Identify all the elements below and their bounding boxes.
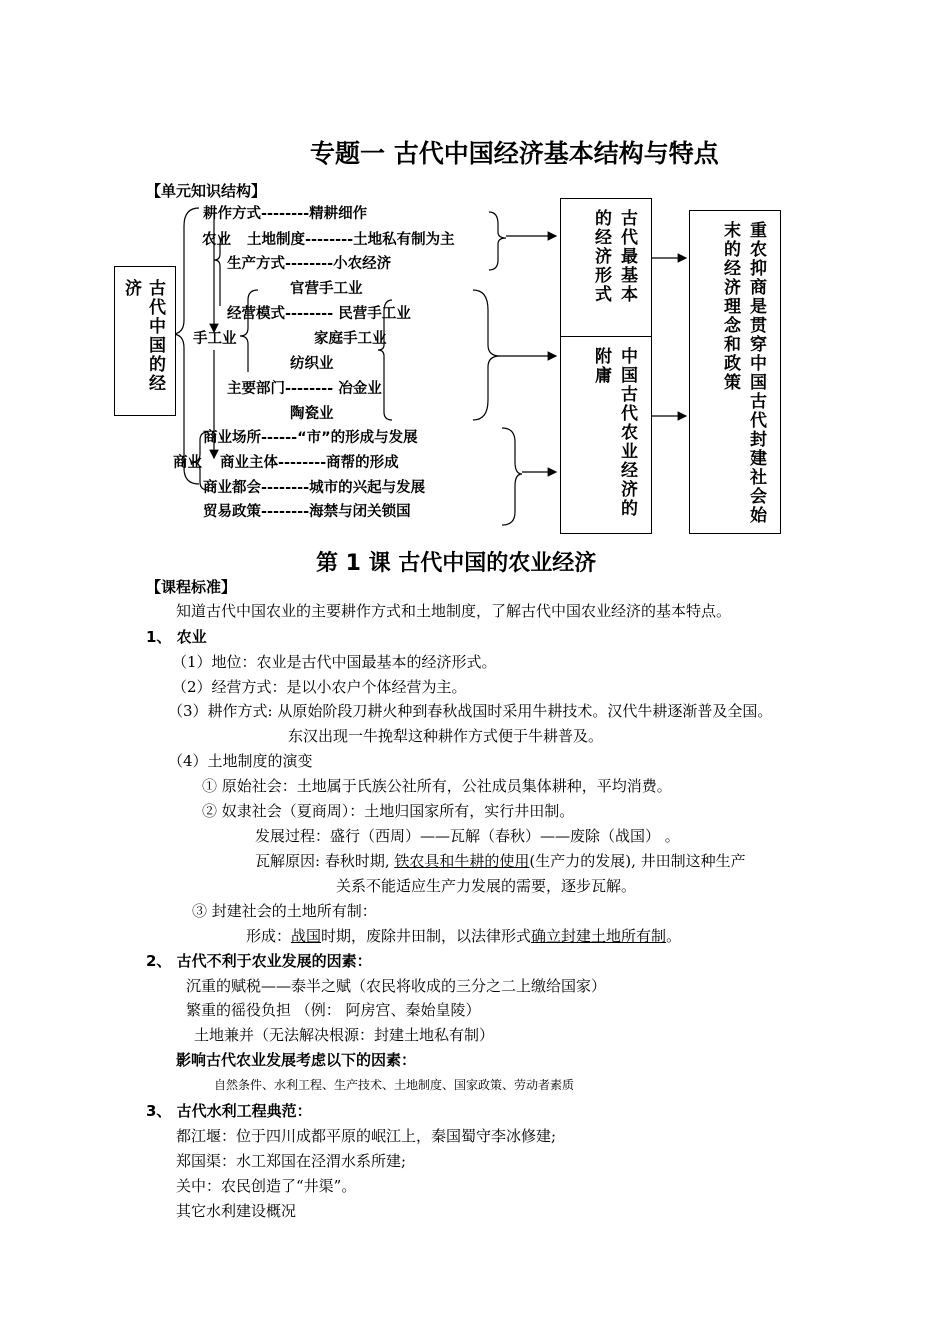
diagram-item: 商业场所------“市”的形成与发展 — [203, 430, 418, 446]
factors-heading: 影响古代农业发展考虑以下的因素： — [176, 1051, 417, 1069]
text-segment: 形成： — [246, 927, 292, 945]
text-segment: 瓦解原因: 春秋时期, — [255, 852, 395, 870]
paragraph: 关系不能适应生产力发展的需要，逐步瓦解。 — [336, 877, 637, 895]
diagram-item: 官营手工业 — [290, 281, 363, 297]
agriculture-emphasis-col1: 重农抑商是贯穿中国古代封建社会始 — [746, 221, 766, 525]
agriculture-appendage-col2: 附庸 — [591, 347, 611, 385]
basic-economy-form-col1: 古代最基本 — [617, 209, 637, 304]
paragraph: 关中：农民创造了“井渠”。 — [176, 1177, 357, 1195]
section-heading: 2、 古代不利于农业发展的因素： — [146, 952, 372, 970]
paragraph: 土地兼并（无法解决根源：封建土地私有制） — [194, 1026, 495, 1044]
diagram-label-commerce: 商业 — [173, 455, 202, 471]
course-standard-text: 知道古代中国农业的主要耕作方式和土地制度，了解古代中国农业经济的基本特点。 — [176, 602, 732, 620]
paragraph: 繁重的徭役负担 （例： 阿房宫、秦始皇陵） — [186, 1001, 481, 1019]
agriculture-appendage-col1: 中国古代农业经济的 — [617, 347, 637, 518]
paragraph: 其它水利建设概况 — [176, 1202, 297, 1220]
text-segment: 时期，废除井田制，以法律形式 — [321, 927, 532, 945]
paragraph — [246, 925, 681, 946]
ancient-economy-text-col1: 古代中国的经 — [145, 279, 165, 393]
course-standard-label: 【课程标准】 — [146, 578, 237, 596]
agriculture-emphasis-policy-box — [689, 210, 781, 534]
handicraft-right-brace — [473, 290, 500, 420]
paragraph: ① 原始社会：土地属于氏族公社所有，公社成员集体耕种，平均消费。 — [202, 777, 672, 795]
basic-economy-form-box — [560, 198, 652, 338]
diagram-item: 纺织业 — [290, 356, 334, 372]
paragraph: ② 奴隶社会（夏商周）：土地归国家所有，实行井田制。 — [202, 802, 575, 820]
diagram-item: 陶瓷业 — [290, 406, 334, 422]
underlined-text: 战国 — [291, 927, 322, 945]
paragraph: 沉重的赋税——泰半之赋（农民将收成的三分之二上缴给国家） — [186, 977, 607, 995]
paragraph: （2）经营方式：是以小农户个体经营为主。 — [172, 678, 467, 696]
diagram-item: 经营模式-------- 民营手工业 — [227, 306, 411, 322]
paragraph: 都江堰：位于四川成都平原的岷江上，秦国蜀守李冰修建; — [176, 1127, 557, 1145]
paragraph: （3）耕作方式: 从原始阶段刀耕火种到春秋战国时采用牛耕技术。汉代牛耕逐渐普及全国。 — [168, 702, 773, 720]
text-segment: 。 — [666, 927, 682, 945]
commerce-right-brace — [502, 428, 522, 525]
basic-economy-form-col2: 的经济形式 — [591, 209, 611, 304]
diagram-item: 耕作方式--------精耕细作 — [203, 206, 368, 222]
ancient-economy-text-col2: 济 — [121, 279, 141, 298]
section-heading: 1、 农业 — [146, 628, 207, 646]
diagram-item: 家庭手工业 — [314, 331, 387, 347]
paragraph: ③ 封建社会的土地所有制： — [192, 902, 377, 920]
diagram-item: 土地制度--------土地私有制为主 — [247, 232, 455, 248]
paragraph: （4）土地制度的演变 — [168, 752, 313, 770]
agriculture-appendage-box — [560, 336, 652, 534]
text-segment: (生产力的发展), 井田制这种生产 — [529, 852, 746, 870]
diagram-item: 生产方式--------小农经济 — [227, 256, 392, 272]
paragraph: 发展过程：盛行（西周）——瓦解（春秋）——废除（战国） 。 — [255, 827, 680, 845]
factors-list: 自然条件、水利工程、生产技术、土地制度、国家政策、劳动者素质 — [214, 1078, 575, 1092]
page-title: 专题一 古代中国经济基本结构与特点 — [310, 139, 719, 168]
diagram-item: 商业主体--------商帮的形成 — [220, 455, 399, 471]
ancient-economy-box — [114, 266, 176, 416]
section-heading: 3、 古代水利工程典范： — [146, 1102, 312, 1120]
agriculture-emphasis-col2: 末的经济理念和政策 — [720, 221, 740, 392]
diagram-item: 商业都会--------城市的兴起与发展 — [203, 480, 426, 496]
diagram-item: 主要部门-------- 冶金业 — [227, 381, 382, 397]
paragraph: （1）地位：农业是古代中国最基本的经济形式。 — [172, 653, 497, 671]
underlined-text: 确立封建土地所有制 — [531, 927, 667, 945]
paragraph: 东汉出现一牛挽犁这种耕作方式便于牛耕普及。 — [288, 727, 604, 745]
lesson-title: 第 1 课 古代中国的农业经济 — [316, 551, 597, 576]
paragraph: 郑国渠：水工郑国在泾渭水系所建; — [176, 1152, 407, 1170]
paragraph — [255, 850, 746, 871]
diagram-label-agriculture: 农业 — [202, 232, 231, 248]
diagram-item: 贸易政策--------海禁与闭关锁国 — [203, 504, 411, 520]
unit-structure-header: 【单元知识结构】 — [146, 182, 267, 200]
agriculture-right-brace — [489, 212, 506, 270]
underlined-text: 铁农具和牛耕的使用 — [394, 852, 530, 870]
diagram-label-handicraft: 手工业 — [193, 331, 237, 347]
